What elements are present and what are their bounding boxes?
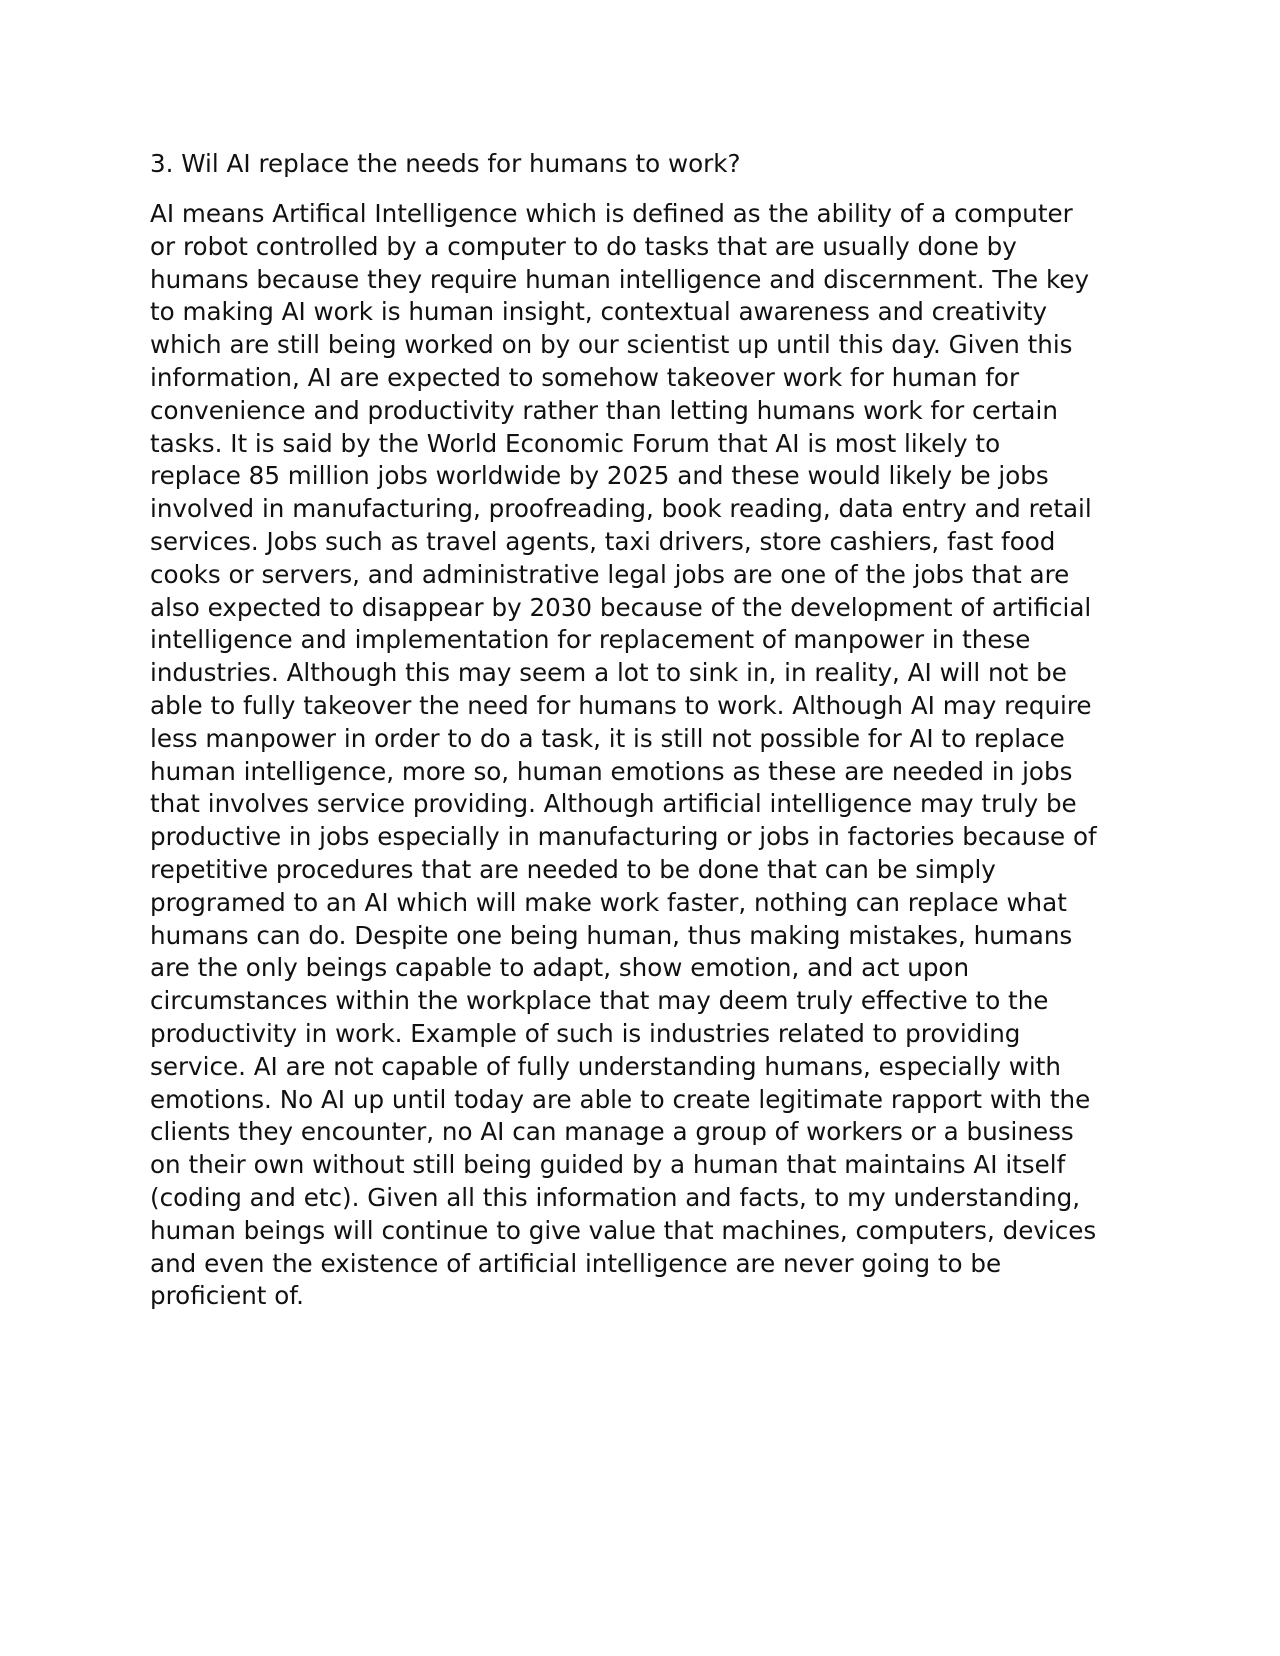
paragraph-line: (coding and etc). Given all this information and facts, to my understanding, — [150, 1182, 1081, 1212]
paragraph-line: to making AI work is human insight, contextual awareness and creativity — [150, 297, 1048, 327]
paragraph-line: on their own without still being guided by a human that maintains AI itself — [150, 1150, 1066, 1180]
paragraph-line: tasks. It is said by the World Economic Forum that AI is most likely to — [150, 428, 1001, 458]
paragraph-line: industries. Although this may seem a lot to sink in, in reality, AI will not be — [150, 658, 1067, 688]
paragraph-line: also expected to disappear by 2030 because of the development of artificial — [150, 592, 1092, 622]
paragraph-line: less manpower in order to do a task, it is still not possible for AI to replace — [150, 723, 1065, 753]
paragraph-line: convenience and productivity rather than letting humans work for certain — [150, 395, 1058, 425]
paragraph-line: human beings will continue to give value that machines, computers, devices — [150, 1215, 1097, 1245]
paragraph-line: clients they encounter, no AI can manage a group of workers or a business — [150, 1117, 1074, 1147]
paragraph-line: are the only beings capable to adapt, show emotion, and act upon — [150, 953, 970, 983]
paragraph-line: humans because they require human intelligence and discernment. The key — [150, 264, 1090, 294]
paragraph-line: which are still being worked on by our scientist up until this day. Given this — [150, 330, 1073, 360]
paragraph-line: humans can do. Despite one being human, thus making mistakes, humans — [150, 920, 1073, 950]
question-heading: 3. Wil AI replace the needs for humans to work? — [150, 149, 741, 178]
paragraph-line: services. Jobs such as travel agents, taxi drivers, store cashiers, fast food — [150, 526, 1056, 556]
paragraph-line: that involves service providing. Although artificial intelligence may truly be — [150, 789, 1077, 819]
paragraph-line: intelligence and implementation for replacement of manpower in these — [150, 625, 1031, 655]
document-content — [150, 147, 1130, 1313]
paragraph-line: service. AI are not capable of fully understanding humans, especially with — [150, 1051, 1061, 1081]
paragraph-line: emotions. No AI up until today are able to create legitimate rapport with the — [150, 1084, 1091, 1114]
paragraph-line: or robot controlled by a computer to do tasks that are usually done by — [150, 231, 1017, 261]
paragraph-line: productive in jobs especially in manufacturing or jobs in factories because of — [150, 822, 1097, 852]
paragraph-line: proficient of. — [150, 1281, 304, 1311]
paragraph-line: human intelligence, more so, human emotions as these are needed in jobs — [150, 756, 1073, 786]
paragraph-line: cooks or servers, and administrative legal jobs are one of the jobs that are — [150, 559, 1070, 589]
paragraph-line: able to fully takeover the need for humans to work. Although AI may require — [150, 690, 1092, 720]
paragraph-line: information, AI are expected to somehow takeover work for human for — [150, 362, 1020, 392]
paragraph-line: AI means Artifical Intelligence which is defined as the ability of a computer — [150, 199, 1073, 228]
paragraph-line: programed to an AI which will make work faster, nothing can replace what — [150, 887, 1067, 917]
paragraph-line: repetitive procedures that are needed to be done that can be simply — [150, 854, 996, 884]
paragraph-line: productivity in work. Example of such is industries related to providing — [150, 1018, 1021, 1048]
paragraph-line: and even the existence of artificial intelligence are never going to be — [150, 1248, 1002, 1278]
paragraph-line: replace 85 million jobs worldwide by 2025 and these would likely be jobs — [150, 461, 1049, 491]
paragraph-line: circumstances within the workplace that may deem truly effective to the — [150, 986, 1049, 1016]
answer-paragraph — [150, 198, 1130, 1313]
paragraph-line: involved in manufacturing, proofreading, book reading, data entry and retail — [150, 494, 1092, 524]
